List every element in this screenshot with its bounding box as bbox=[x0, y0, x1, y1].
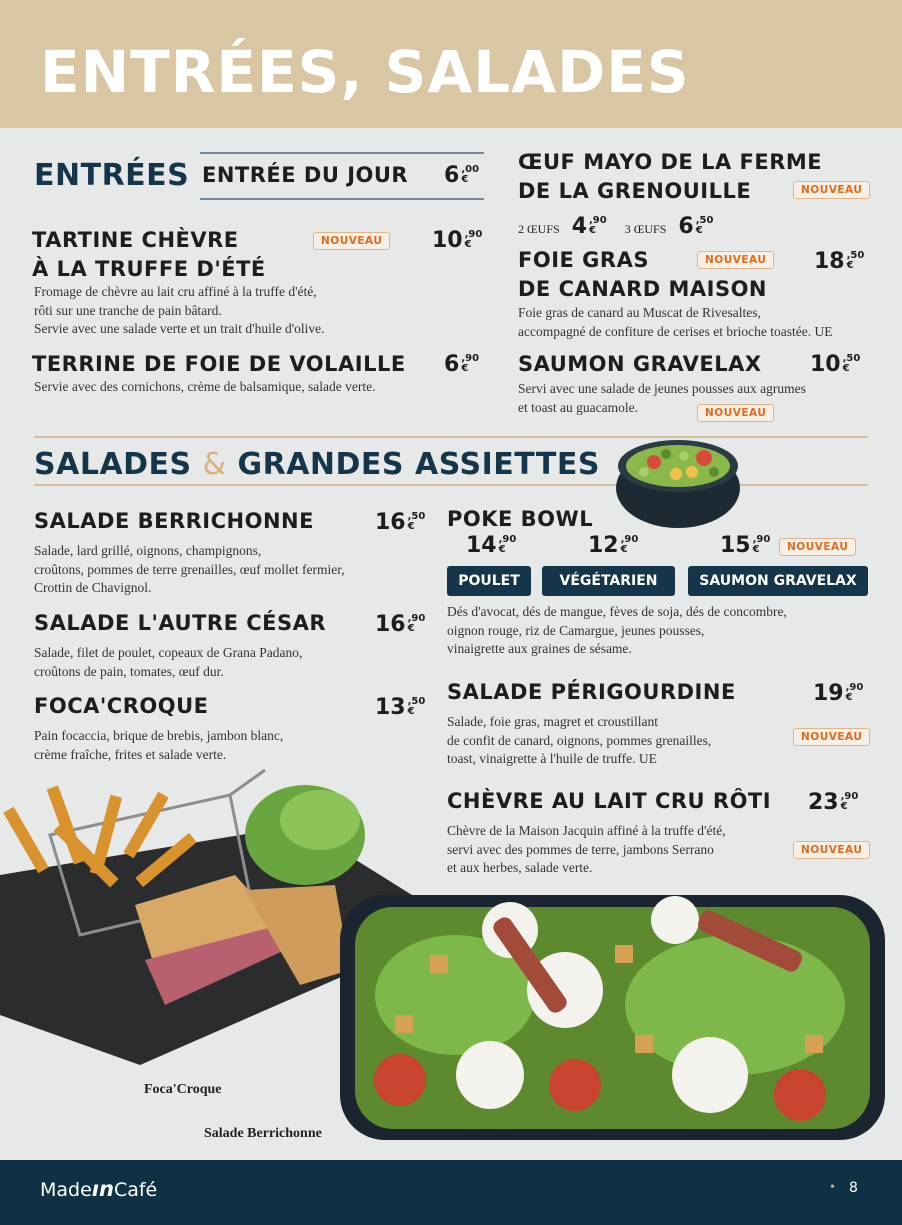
footer-bullet: • bbox=[830, 1180, 835, 1195]
saumon-description: Servi avec une salade de jeunes pousses aux agrumes et toast au guacamole. bbox=[518, 381, 806, 415]
nouveau-badge: NOUVEAU bbox=[697, 251, 774, 269]
focacroque-description: Pain focaccia, brique de brebis, jambon blanc, crème fraîche, frites et salade verte. bbox=[34, 728, 284, 762]
perigourdine-name: SALADE PÉRIGOURDINE bbox=[447, 680, 736, 704]
terrine-name: TERRINE DE FOIE DE VOLAILLE bbox=[32, 352, 406, 376]
nouveau-badge: NOUVEAU bbox=[793, 728, 870, 746]
cesar-name: SALADE L'AUTRE CÉSAR bbox=[34, 611, 327, 635]
oeuf-prices: 2 ŒUFS 4 ,90 € 3 ŒUFS 6 ,50 € bbox=[518, 214, 714, 239]
foie-gras-description: Foie gras de canard au Muscat de Rivesaltes, accompagné de confiture de cerises et brioche toastée. UE bbox=[518, 305, 833, 339]
poke-price-poulet: 14 ,90 € bbox=[466, 533, 517, 558]
chevre-roti-description: Chèvre de la Maison Jacquin affiné à la truffe d'été, servi avec des pommes de terre, jambons Serrano et aux herbes, salade verte. bbox=[447, 823, 726, 875]
tartine-price: 10 ,90 € bbox=[432, 228, 483, 253]
perigourdine-price: 19 ,90 € bbox=[813, 681, 864, 706]
berrichonne-description: Salade, lard grillé, oignons, champignons, croûtons, pommes de terre grenailles, œuf mollet fermier, Crottin de Chavignol. bbox=[34, 543, 345, 595]
terrine-price: 6 ,90 € bbox=[444, 352, 480, 377]
poke-option-poulet: POULET bbox=[447, 566, 531, 596]
poke-price-vegetarien: 12 ,90 € bbox=[588, 533, 639, 558]
divider bbox=[34, 484, 868, 486]
foie-gras-price: 18 ,50 € bbox=[814, 249, 865, 274]
saumon-name: SAUMON GRAVELAX bbox=[518, 352, 762, 376]
tartine-name-2: À LA TRUFFE D'ÉTÉ bbox=[32, 257, 266, 281]
nouveau-badge: NOUVEAU bbox=[313, 232, 390, 250]
poke-description: Dés d'avocat, dés de mangue, fèves de soja, dés de concombre, oignon rouge, riz de Camargue, jeunes pousses, vinaigrette aux graines de sésame. bbox=[447, 604, 787, 656]
foie-gras-name-1: FOIE GRAS bbox=[518, 248, 649, 272]
oeuf-name-1: ŒUF MAYO DE LA FERME bbox=[518, 150, 823, 174]
nouveau-badge: NOUVEAU bbox=[697, 404, 774, 422]
poke-option-vegetarien: VÉGÉTARIEN bbox=[542, 566, 675, 596]
tartine-description: Fromage de chèvre au lait cru affiné à la truffe d'été, rôti sur une tranche de pain bâtard. Servie avec une salade verte et un trait d'huile d'olive. bbox=[34, 284, 325, 336]
poke-price-saumon: 15 ,90 € bbox=[720, 533, 771, 558]
madeincafe-logo: MadeınCafé bbox=[40, 1177, 158, 1201]
nouveau-badge: NOUVEAU bbox=[779, 538, 856, 556]
entrees-section-title: ENTRÉES bbox=[34, 158, 190, 193]
poke-bowl-photo bbox=[614, 430, 742, 530]
footer bbox=[0, 1160, 902, 1225]
berrichonne-price: 16 ,50 € bbox=[375, 510, 426, 535]
salades-section-title: SALADES & GRANDES ASSIETTES bbox=[34, 447, 600, 482]
chevre-roti-price: 23 ,90 € bbox=[808, 790, 859, 815]
saumon-price: 10 ,50 € bbox=[810, 352, 861, 377]
berrichonne-name: SALADE BERRICHONNE bbox=[34, 509, 314, 533]
poke-option-saumon: SAUMON GRAVELAX bbox=[688, 566, 868, 596]
perigourdine-description: Salade, foie gras, magret et croustillant de confit de canard, oignons, pommes grenailles, toast, vinaigrette à l'huile de truffe. UE bbox=[447, 714, 712, 766]
divider bbox=[200, 198, 484, 200]
focacroque-name: FOCA'CROQUE bbox=[34, 694, 209, 718]
caption-salade-berrichonne: Salade Berrichonne bbox=[204, 1126, 322, 1141]
caption-focacroque: Foca'Croque bbox=[144, 1082, 222, 1097]
cesar-description: Salade, filet de poulet, copeaux de Grana Padano, croûtons de pain, tomates, œuf dur. bbox=[34, 645, 303, 679]
foie-gras-name-2: DE CANARD MAISON bbox=[518, 277, 768, 301]
tartine-name-1: TARTINE CHÈVRE bbox=[32, 228, 239, 252]
divider bbox=[200, 152, 484, 154]
entree-du-jour-price: 6 ,00 € bbox=[444, 163, 480, 188]
nouveau-badge: NOUVEAU bbox=[793, 181, 870, 199]
header-band bbox=[0, 0, 902, 128]
nouveau-badge: NOUVEAU bbox=[793, 841, 870, 859]
salade-berrichonne-photo bbox=[335, 885, 895, 1150]
cesar-price: 16 ,90 € bbox=[375, 612, 426, 637]
oeuf-name-2: DE LA GRENOUILLE bbox=[518, 179, 752, 203]
terrine-description: Servie avec des cornichons, crème de balsamique, salade verte. bbox=[34, 379, 376, 394]
chevre-roti-name: CHÈVRE AU LAIT CRU RÔTI bbox=[447, 789, 772, 813]
divider bbox=[34, 436, 868, 438]
page-title: ENTRÉES, SALADES bbox=[40, 38, 690, 106]
entree-du-jour-name: ENTRÉE DU JOUR bbox=[202, 163, 409, 187]
page-number: 8 bbox=[849, 1180, 858, 1196]
poke-bowl-name: POKE BOWL bbox=[447, 507, 594, 531]
focacroque-price: 13 ,50 € bbox=[375, 695, 426, 720]
